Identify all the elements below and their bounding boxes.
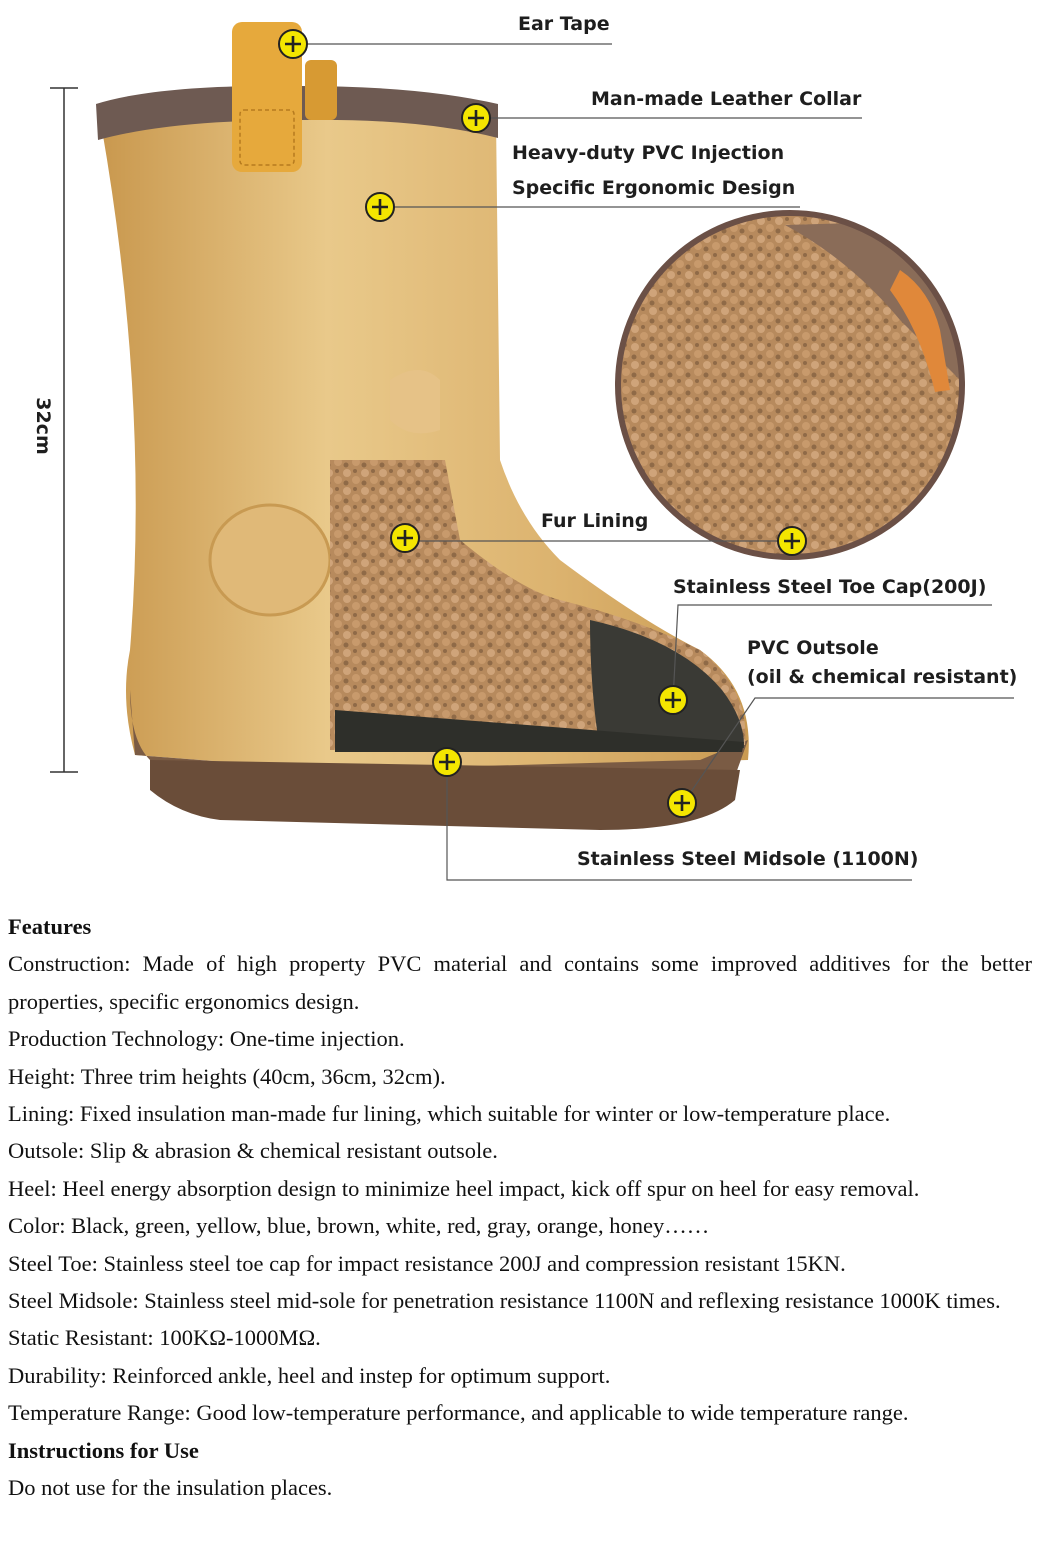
toe-cap-label: Stainless Steel Toe Cap(200J) (673, 576, 987, 598)
outsole-resistance-label: (oil & chemical resistant) (747, 666, 1018, 688)
plus-marker-icon (433, 748, 461, 776)
feature-steel-midsole: Steel Midsole: Stainless steel mid-sole for penetration resistance 1100N and reflexing resistance 1000K times. (8, 1288, 1001, 1314)
feature-durability: Durability: Reinforced ankle, heel and instep for optimum support. (8, 1362, 611, 1388)
feature-static: Static Resistant: 100KΩ-1000MΩ. (8, 1325, 321, 1351)
instructions-text: Do not use for the insulation places. (8, 1475, 333, 1501)
instructions-heading: Instructions for Use (8, 1437, 199, 1463)
ergonomic-design-label: Specific Ergonomic Design (512, 177, 796, 199)
height-label: 32cm (31, 397, 54, 455)
features-heading: Features (8, 914, 92, 939)
feature-temperature: Temperature Range: Good low-temperature performance, and applicable to wide temperature range. (8, 1400, 909, 1426)
plus-marker-icon (462, 104, 490, 132)
fur-magnifier (618, 213, 962, 557)
height-dimension (50, 88, 78, 772)
feature-steel-toe: Steel Toe: Stainless steel toe cap for impact resistance 200J and compression resistant 15KN. (8, 1250, 846, 1276)
feature-outsole: Outsole: Slip & abrasion & chemical resistant outsole. (8, 1138, 498, 1164)
feature-lining: Lining: Fixed insulation man-made fur lining, which suitable for winter or low-temperature place. (8, 1101, 891, 1127)
collar-label: Man-made Leather Collar (591, 88, 862, 110)
plus-marker-icon (366, 193, 394, 221)
plus-marker-icon (279, 30, 307, 58)
pvc-injection-label: Heavy-duty PVC Injection (512, 142, 785, 164)
plus-marker-icon (668, 789, 696, 817)
features-section (8, 908, 1032, 1507)
midsole-label: Stainless Steel Midsole (1100N) (577, 848, 919, 870)
plus-marker-icon (391, 524, 419, 552)
feature-construction: Construction: Made of high property PVC material and contains some improved additives for the better properties, specific ergonomics design. (8, 951, 1032, 1014)
feature-color: Color: Black, green, yellow, blue, brown, white, red, gray, orange, honey…… (8, 1213, 710, 1239)
fur-lining-label: Fur Lining (541, 510, 649, 532)
outsole-label: PVC Outsole (747, 637, 879, 659)
feature-heel: Heel: Heel energy absorption design to minimize heel impact, kick off spur on heel for easy removal. (8, 1175, 920, 1201)
plus-marker-icon (659, 686, 687, 714)
plus-marker-icon (778, 527, 806, 555)
feature-production: Production Technology: One-time injection. (8, 1026, 405, 1052)
ear-tape-label: Ear Tape (518, 13, 610, 35)
feature-height: Height: Three trim heights (40cm, 36cm, 32cm). (8, 1063, 446, 1089)
